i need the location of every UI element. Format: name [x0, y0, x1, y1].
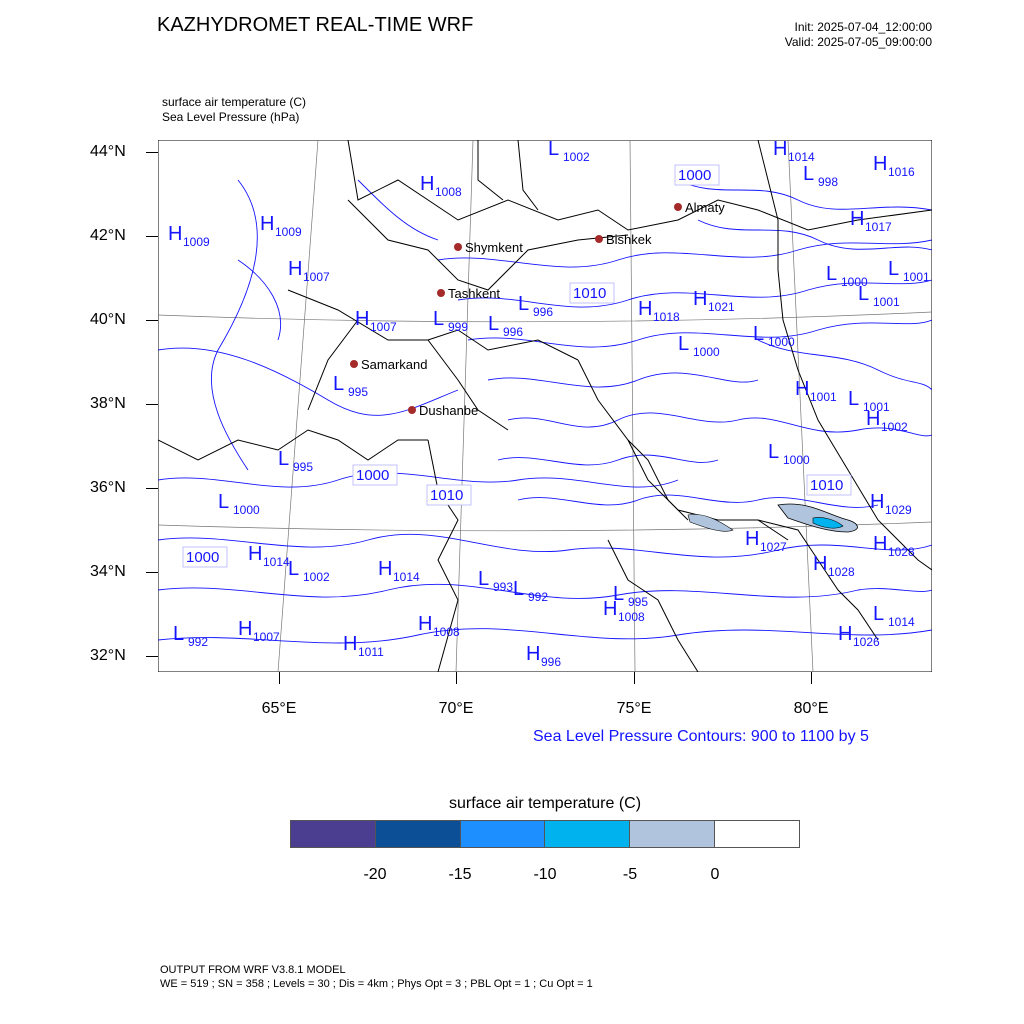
variable-label-temperature: surface air temperature (C)	[162, 95, 307, 109]
colorbar-swatch	[545, 821, 630, 847]
lon-tick	[279, 672, 280, 684]
lat-tick	[146, 572, 158, 573]
pressure-marker-symbol: L	[513, 578, 525, 600]
lon-label: 70°E	[438, 700, 474, 717]
pressure-marker-symbol: L	[218, 491, 230, 513]
colorbar-label: -5	[622, 866, 638, 883]
lat-tick	[146, 404, 158, 405]
page-title: KAZHYDROMET REAL-TIME WRF	[157, 14, 474, 36]
pressure-marker-value: 996	[541, 655, 562, 669]
city-dot	[595, 235, 603, 243]
lat-tick	[146, 236, 158, 237]
model-config: WE = 519 ; SN = 358 ; Levels = 30 ; Dis = 4km ; Phys Opt = 3 ; PBL Opt = 1 ; Cu Opt = 1	[160, 978, 593, 990]
city-dot	[674, 203, 682, 211]
pressure-marker-value: 1001	[903, 270, 930, 284]
pressure-marker-symbol: H	[168, 223, 183, 245]
pressure-marker-symbol: H	[870, 491, 885, 513]
pressure-marker-symbol: L	[478, 568, 490, 590]
colorbar-label: -15	[448, 866, 472, 883]
pressure-marker-symbol: H	[238, 618, 253, 640]
pressure-marker-value: 1007	[253, 630, 280, 644]
pressure-marker-symbol: L	[848, 388, 860, 410]
pressure-marker-value: 996	[503, 325, 524, 339]
city-name: Shymkent	[465, 240, 523, 255]
contour-label	[183, 547, 227, 567]
contour-label	[353, 465, 397, 485]
pressure-marker-value: 1007	[370, 320, 397, 334]
pressure-marker-value: 1002	[303, 570, 330, 584]
pressure-marker-value: 1011	[358, 645, 384, 659]
pressure-marker-symbol: L	[333, 373, 345, 395]
lon-label: 65°E	[261, 700, 297, 717]
model-info: OUTPUT FROM WRF V3.8.1 MODEL	[160, 964, 346, 976]
pressure-marker-symbol: H	[795, 378, 810, 400]
city-name: Tashkent	[448, 286, 501, 301]
pressure-marker-value: 1018	[653, 310, 680, 324]
contour-interval-note: Sea Level Pressure Contours: 900 to 1100 by 5	[533, 728, 869, 745]
lon-tick	[456, 672, 457, 684]
colorbar-swatch	[291, 821, 376, 847]
pressure-marker-value: 1000	[783, 453, 810, 467]
pressure-marker-symbol: L	[888, 258, 900, 280]
lat-label: 38°N	[90, 395, 126, 412]
contour-label	[570, 283, 614, 303]
colorbar-swatch	[461, 821, 546, 847]
pressure-marker-value: 1000	[768, 335, 795, 349]
pressure-marker-value: 1008	[435, 185, 462, 199]
pressure-marker-value: 995	[628, 595, 649, 609]
lat-label: 32°N	[90, 647, 126, 664]
pressure-marker-symbol: L	[518, 293, 530, 315]
pressure-marker-value: 993	[493, 580, 514, 594]
contour-label-text: 1000	[186, 549, 220, 566]
pressure-marker-value: 996	[533, 305, 554, 319]
pressure-marker-symbol: H	[355, 308, 370, 330]
pressure-marker-symbol: L	[288, 558, 300, 580]
map-panel	[158, 140, 932, 672]
lat-label: 34°N	[90, 563, 126, 580]
contour-label-text: 1010	[573, 285, 607, 302]
lat-tick	[146, 152, 158, 153]
colorbar-swatch	[376, 821, 461, 847]
pressure-marker-symbol: H	[638, 298, 653, 320]
contour-label-text: 1010	[430, 487, 464, 504]
lon-label: 75°E	[616, 700, 652, 717]
pressure-marker-value: 1014	[263, 555, 290, 569]
valid-time: Valid: 2025-07-05_09:00:00	[784, 35, 932, 49]
contour-label-text: 1000	[356, 467, 390, 484]
pressure-marker-value: 1026	[853, 635, 880, 649]
pressure-marker-value: 995	[348, 385, 369, 399]
pressure-marker-value: 992	[528, 590, 549, 604]
pressure-marker-symbol: H	[260, 213, 275, 235]
colorbar-swatch	[630, 821, 715, 847]
pressure-marker-symbol: L	[753, 323, 765, 345]
city-dot	[408, 406, 416, 414]
city-marker	[408, 403, 478, 418]
pressure-marker-symbol: H	[378, 558, 393, 580]
pressure-marker-value: 1017	[865, 220, 892, 234]
pressure-marker-value: 1009	[275, 225, 302, 239]
pressure-marker-value: 1028	[828, 565, 855, 579]
colorbar	[290, 820, 800, 848]
pressure-marker-symbol: L	[768, 441, 780, 463]
pressure-marker-symbol: H	[420, 173, 435, 195]
pressure-marker-symbol: H	[603, 598, 618, 620]
pressure-marker-symbol: H	[850, 208, 865, 230]
colorbar-label: 0	[710, 866, 720, 883]
pressure-marker-value: 1014	[888, 615, 915, 629]
lat-label: 40°N	[90, 311, 126, 328]
colorbar-label: -10	[533, 866, 557, 883]
pressure-marker-value: 998	[818, 175, 839, 189]
contour-label	[427, 485, 471, 505]
city-dot	[350, 360, 358, 368]
pressure-marker-symbol: L	[173, 623, 185, 645]
pressure-marker-value: 1028	[888, 545, 915, 559]
pressure-marker-value: 1008	[433, 625, 460, 639]
pressure-marker-value: 1002	[881, 420, 908, 434]
pressure-marker-symbol: L	[873, 603, 885, 625]
pressure-marker-value: 995	[293, 460, 314, 474]
pressure-marker-value: 1009	[183, 235, 210, 249]
pressure-marker-symbol: L	[278, 448, 290, 470]
pressure-marker-symbol: L	[826, 263, 838, 285]
pressure-marker-symbol: H	[288, 258, 303, 280]
pressure-marker-value: 999	[448, 320, 469, 334]
pressure-marker-symbol: H	[838, 623, 853, 645]
pressure-marker-symbol: H	[745, 528, 760, 550]
pressure-marker-symbol: L	[433, 308, 445, 330]
pressure-marker-symbol: L	[613, 583, 625, 605]
colorbar-swatch	[715, 821, 799, 847]
city-dot	[454, 243, 462, 251]
pressure-marker-symbol: H	[693, 288, 708, 310]
pressure-marker-value: 1001	[810, 390, 837, 404]
lon-tick	[634, 672, 635, 684]
city-name: Samarkand	[361, 357, 428, 372]
variable-label-pressure: Sea Level Pressure (hPa)	[162, 110, 300, 124]
pressure-marker-value: 1000	[233, 503, 260, 517]
lat-label: 42°N	[90, 227, 126, 244]
run-times	[785, 20, 932, 50]
pressure-marker-value: 1014	[788, 150, 815, 164]
pressure-marker-value: 1001	[863, 400, 890, 414]
pressure-marker-symbol: H	[343, 633, 358, 655]
pressure-marker-symbol: H	[813, 553, 828, 575]
pressure-marker-symbol: H	[526, 643, 541, 665]
pressure-marker-value: 1016	[888, 165, 915, 179]
pressure-marker-symbol: H	[873, 153, 888, 175]
pressure-marker-symbol: H	[873, 533, 888, 555]
city-name: Dushanbe	[419, 403, 479, 418]
pressure-marker-value: 1007	[303, 270, 330, 284]
contour-label	[675, 165, 719, 185]
pressure-marker-symbol: H	[248, 543, 263, 565]
city-dot	[437, 289, 445, 297]
pressure-marker-symbol: L	[803, 163, 815, 185]
contour-label	[807, 475, 851, 495]
pressure-marker-value: 1001	[873, 295, 900, 309]
lat-label: 44°N	[90, 143, 126, 160]
pressure-marker-value: 1000	[841, 275, 868, 289]
city-marker	[454, 240, 523, 255]
city-marker	[350, 357, 427, 372]
city-name: Almaty	[685, 200, 725, 215]
pressure-marker-symbol: L	[858, 283, 870, 305]
city-name: Bishkek	[606, 232, 652, 247]
lat-tick	[146, 488, 158, 489]
pressure-marker-value: 992	[188, 635, 209, 649]
pressure-marker-value: 1014	[393, 570, 420, 584]
contour-label-text: 1000	[678, 167, 712, 184]
pressure-marker-symbol: H	[418, 613, 433, 635]
lat-tick	[146, 320, 158, 321]
colorbar-label: -20	[363, 866, 387, 883]
lon-label: 80°E	[793, 700, 829, 717]
pressure-marker-symbol: L	[488, 313, 500, 335]
pressure-marker-value: 1027	[760, 540, 787, 554]
pressure-marker-symbol: L	[678, 333, 690, 355]
lon-tick	[811, 672, 812, 684]
colorbar-title: surface air temperature (C)	[448, 795, 642, 812]
contour-label-text: 1010	[810, 477, 844, 494]
lat-tick	[146, 656, 158, 657]
pressure-marker-symbol: H	[866, 408, 881, 430]
pressure-marker-symbol: H	[773, 140, 788, 160]
pressure-marker-value: 1002	[563, 150, 590, 164]
pressure-marker-value: 1021	[708, 300, 735, 314]
pressure-marker-value: 1029	[885, 503, 912, 517]
pressure-marker-symbol: L	[548, 140, 560, 160]
lat-label: 36°N	[90, 479, 126, 496]
pressure-marker-value: 1008	[618, 610, 645, 624]
init-time: Init: 2025-07-04_12:00:00	[794, 20, 932, 34]
pressure-marker-value: 1000	[693, 345, 720, 359]
